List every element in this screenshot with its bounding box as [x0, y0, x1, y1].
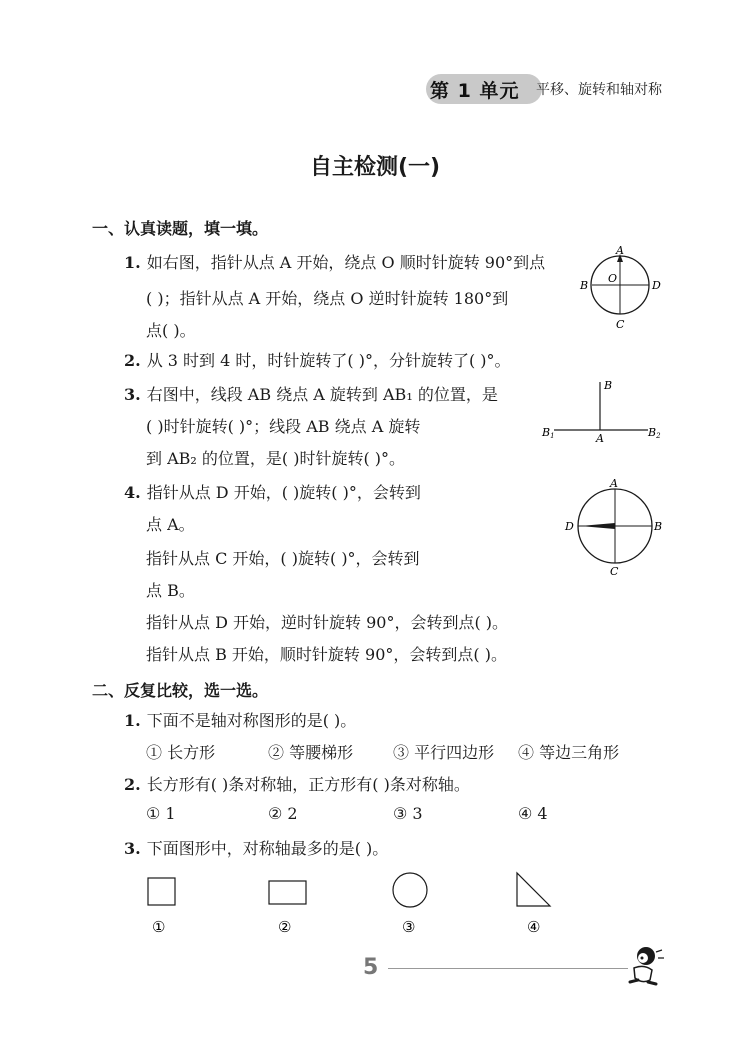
q1-line3: 点( )。 [146, 321, 196, 340]
s2-q2-option-2: ② 2 [268, 804, 298, 823]
fig3-label-d: D [565, 520, 574, 533]
q2-number: 2. [124, 351, 141, 370]
shape-options [140, 868, 560, 940]
fig3-label-b: B [654, 520, 663, 533]
s2-q1-option-3: ③ 平行四边形 [393, 743, 495, 762]
q1-text-1: 如右图，指针从点 A 开始，绕点 O 顺时针旋转 90°到点 [146, 253, 546, 272]
s2-q1-number: 1. [124, 711, 141, 730]
fig1-label-a: A [616, 244, 624, 257]
q4-line2: 点 A。 [146, 515, 195, 534]
q1-line1 [124, 250, 545, 273]
fig1-label-c: C [616, 318, 625, 331]
rotation-figure-1 [576, 244, 666, 334]
q3-line1 [124, 382, 498, 405]
section-1-heading: 一、认真读题，填一填。 [92, 219, 269, 238]
shape-label-3: ③ [402, 918, 416, 936]
page-number: 5 [363, 955, 379, 980]
fig2-label-a: A [596, 432, 604, 445]
fig2-label-b2-letter: B [648, 426, 657, 439]
q4-line5: 指针从点 D 开始，逆时针旋转 90°，会转到点( )。 [146, 613, 509, 632]
q4-line3: 指针从点 C 开始，( )旋转( )°，会转到 [146, 549, 420, 568]
q1-line2: ( )；指针从点 A 开始，绕点 O 逆时针旋转 180°到 [146, 289, 509, 308]
rotation-figure-3 [560, 476, 670, 580]
fig1-label-b: B [580, 279, 589, 292]
s2-q2-number: 2. [124, 775, 141, 794]
s2-q2-text: 长方形有( )条对称轴，正方形有( )条对称轴。 [146, 775, 470, 794]
fig2-label-b1-sub: 1 [550, 432, 555, 440]
q3-number: 3. [124, 385, 141, 404]
shape-circle [393, 873, 427, 907]
footer-rule [388, 968, 628, 969]
shape-right-triangle [517, 873, 550, 906]
q4-number: 4. [124, 483, 141, 502]
s2-q1-option-4: ④ 等边三角形 [518, 743, 620, 762]
unit-header [418, 74, 680, 104]
s2-q3-number: 3. [124, 839, 141, 858]
s2-q3-text: 下面图形中，对称轴最多的是( )。 [146, 839, 389, 858]
q4-text-1: 指针从点 D 开始，( )旋转( )°，会转到 [146, 483, 421, 502]
shape-label-2: ② [278, 918, 292, 936]
s2-q2-option-3: ③ 3 [393, 804, 423, 823]
fig2-label-b1-letter: B [542, 426, 551, 439]
fig2-label-b2-sub: 2 [656, 432, 661, 440]
s2-q1-text: 下面不是轴对称图形的是( )。 [146, 711, 357, 730]
page-title: 自主检测(一) [309, 155, 441, 180]
s2-q1-option-2: ② 等腰梯形 [268, 743, 354, 762]
fig1-label-o: O [608, 272, 618, 285]
fig3-pointer [580, 523, 615, 529]
q3-line3: 到 AB₂ 的位置，是( )时针旋转( )°。 [146, 449, 406, 468]
shape-rectangle [269, 881, 306, 904]
q3-text-1: 右图中，线段 AB 绕点 A 旋转到 AB₁ 的位置，是 [146, 385, 498, 404]
s2-q2-line [124, 772, 470, 795]
fig2-label-b1 [541, 426, 555, 440]
shape-label-4: ④ [527, 918, 541, 936]
s2-q2-option-4: ④ 4 [518, 804, 548, 823]
shape-square [148, 878, 175, 905]
s2-q3-line [124, 836, 388, 859]
s2-q1-option-1: ① 长方形 [146, 743, 216, 762]
q2-text: 从 3 时到 4 时，时针旋转了( )°，分针旋转了( )°。 [146, 351, 511, 370]
q4-line6: 指针从点 B 开始，顺时针旋转 90°，会转到点( )。 [146, 645, 507, 664]
rotation-figure-2 [540, 376, 664, 446]
s2-q1-line [124, 708, 356, 731]
unit-topic: 平移、旋转和轴对称 [536, 82, 662, 98]
s2-q2-option-1: ① 1 [146, 804, 176, 823]
fig2-label-b2 [647, 426, 661, 440]
unit-label: 第 1 单元 [430, 80, 520, 102]
q1-number: 1. [124, 253, 141, 272]
q2-line [124, 348, 511, 371]
fig2-label-b: B [604, 379, 613, 392]
q3-line2: ( )时针旋转( )°；线段 AB 绕点 A 旋转 [146, 417, 421, 436]
mascot-icon [620, 944, 666, 990]
q4-line1 [124, 480, 421, 503]
shape-label-1: ① [152, 918, 166, 936]
fig3-label-c: C [610, 565, 619, 578]
q4-line4: 点 B。 [146, 581, 195, 600]
fig3-label-a: A [610, 477, 618, 490]
section-2-heading: 二、反复比较，选一选。 [92, 681, 269, 700]
fig1-label-d: D [652, 279, 661, 292]
